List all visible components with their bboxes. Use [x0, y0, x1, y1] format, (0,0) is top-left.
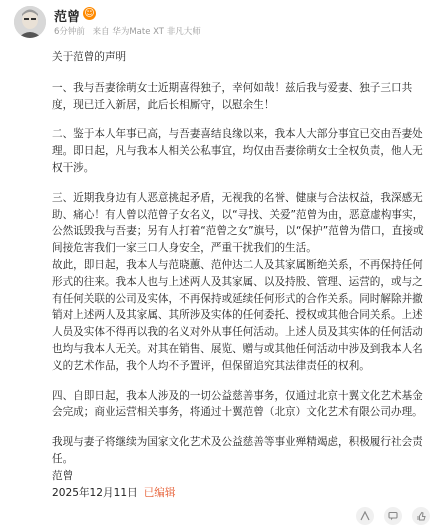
paragraph-3b: 故此，即日起，我本人与范晓蕙、范仲达二人及其家属断绝关系，不再保持任何形式的往来。我本人也与上述两人及其家属、以及持股、管理、运营的，或与之有任何关联的公司及实体，不再保持或延续任何形式的合作关系。同时解除并撤销对上述两人及其家属、其所涉及实体的任何委托、授权或其他合同关系。上述人员及实体不得再以我的名义对外从事任何活动。上述人员及其实体的任何活动也均与我本人无关。对其在销售、展览、赠与或其他任何活动中涉及到我本人名义的艺术作品，我个人均不予置评，但保留追究其法律责任的权利。 [52, 258, 423, 372]
paragraph-3a: 三、近期我身边有人恶意挑起矛盾，无视我的名誉、健康与合法权益，我深感无助、痛心！有人曾以范曾子女名义，以“寻找、关爱”范曾为由，恶意虚构事实，公然诋毁我与吾妻；另有人打着“范曾之女”旗号，以“保护”范曾为借口，直接或间接危害我们一家三口人身安全，严重干扰我们的生活。 [52, 191, 424, 255]
paragraph-2: 二、鉴于本人年事已高，与吾妻喜结良缘以来，我本人大部分事宜已交由吾妻处理。即日起，凡与我本人相关公私事宜，均仅由吾妻徐萌女士全权负责，他人无权干涉。 [52, 128, 423, 174]
post-title: 关于范曾的声明 [52, 51, 127, 63]
post-header [0, 0, 440, 44]
like-icon[interactable] [412, 507, 430, 525]
post-content [52, 49, 427, 501]
date-row [52, 485, 427, 502]
paragraph-1: 一、我与吾妻徐萌女士近期喜得独子，幸何如哉！兹后我与爱妻、独子三口共度，现已迁入新居，此后长相厮守，以慰余生！ [52, 81, 413, 111]
avatar[interactable] [14, 6, 46, 38]
author-name[interactable]: 范曾 [54, 10, 81, 25]
comment-icon[interactable] [384, 507, 402, 525]
avatar-image [14, 6, 46, 38]
post-actions [356, 507, 430, 525]
signature: 范曾 [52, 469, 74, 482]
fan-badge-icon: ☺ [84, 8, 95, 19]
post-meta [54, 25, 206, 37]
edited-link[interactable]: 已编辑 [143, 486, 176, 499]
paragraph-4: 四、自即日起，我本人涉及的一切公益慈善事务，仅通过北京十翼文化艺术基金会完成；商业运营相关事务，将通过十翼范曾（北京）文化艺术有限公司办理。 [52, 389, 423, 419]
post-date: 2025年12月11日 [52, 486, 138, 499]
post-time: 6分钟前 [54, 27, 85, 37]
paragraph-5: 我现与妻子将继续为国家文化艺术及公益慈善等事业殚精竭虑，积极履行社会责任。 [52, 436, 423, 465]
post-source: 来自 华为Mate XT 非凡大师 [92, 27, 201, 37]
share-icon[interactable] [356, 507, 374, 525]
